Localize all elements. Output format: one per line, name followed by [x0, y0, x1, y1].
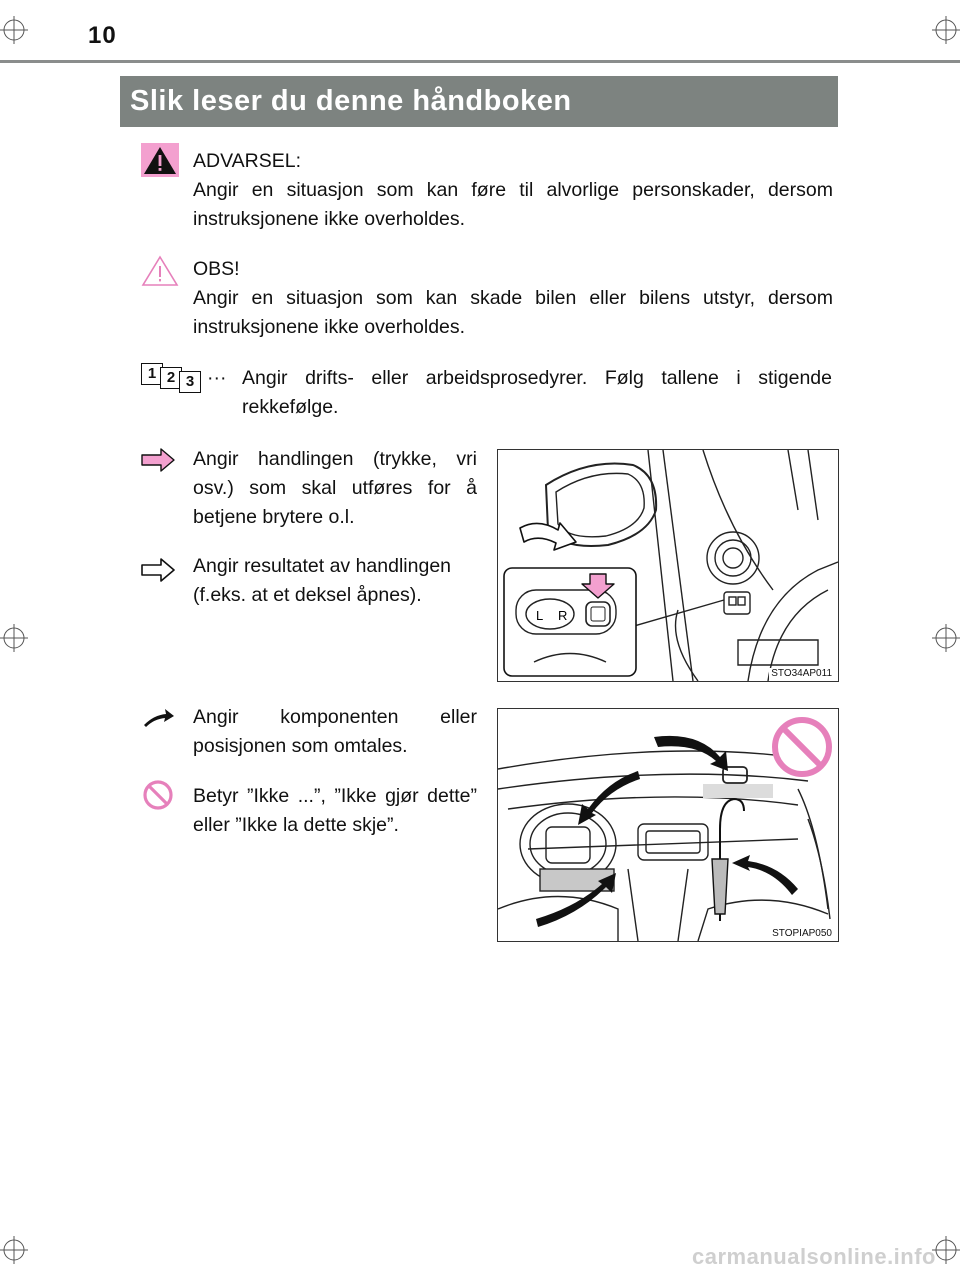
- steps-text: Angir drifts- eller arbeidsprosedyrer. Følg tallene i stigende rekkefølge.: [242, 367, 832, 418]
- figure-mirror-switch: [497, 449, 839, 682]
- step-number-2: 2: [160, 367, 182, 389]
- warning-label: ADVARSEL:: [193, 150, 302, 172]
- steps-ellipsis: ···: [207, 367, 227, 389]
- page-number: 10: [88, 22, 117, 49]
- switch-label-r: R: [558, 608, 568, 623]
- mirror-switch-illustration: [498, 450, 838, 681]
- component-text: Angir komponenten eller posisjonen som omtales.: [193, 706, 477, 757]
- notice-icon: [141, 254, 179, 293]
- step-numbers-icon: [141, 363, 211, 391]
- figure-interior: [497, 708, 839, 942]
- crop-mark-top-left: [0, 16, 30, 46]
- action-arrow-icon: [141, 447, 175, 478]
- watermark: carmanualsonline.info: [692, 1244, 936, 1269]
- figure-code: STOPIAP050: [772, 928, 832, 939]
- result-text: Angir resultatet av handlingen (f.eks. at et deksel åpnes).: [193, 555, 452, 606]
- section-title-banner: Slik leser du denne håndboken: [120, 76, 838, 127]
- crop-mark-top-right: [930, 16, 960, 46]
- switch-label-l: L: [536, 608, 544, 623]
- step-number-1: 1: [141, 363, 163, 385]
- result-arrow-icon: [141, 557, 175, 588]
- notice-label: OBS!: [193, 258, 240, 280]
- header-rule: [0, 60, 960, 63]
- interior-illustration: [498, 709, 838, 941]
- crop-mark-mid-right: [930, 624, 960, 654]
- prohibited-icon: [142, 779, 174, 816]
- crop-mark-bottom-left: [0, 1236, 30, 1266]
- warning-text: Angir en situasjon som kan føre til alvorlige personskader, dersom instruksjonene ikke overholdes.: [193, 179, 833, 230]
- crop-mark-mid-left: [0, 624, 30, 654]
- notice-text: Angir en situasjon som kan skade bilen eller bilens utstyr, dersom instruksjonene ikke overholdes.: [193, 287, 833, 338]
- warning-icon: [141, 143, 179, 182]
- prohibited-text: Betyr ”Ikke ...”, ”Ikke gjør dette” eller ”Ikke la dette skje”.: [193, 785, 477, 836]
- action-text: Angir handlingen (trykke, vri osv.) som skal utføres for å betjene brytere o.l.: [193, 448, 477, 528]
- component-pointer-icon: [142, 707, 176, 734]
- figure-code: STO34AP011: [771, 668, 832, 679]
- step-number-3: 3: [179, 371, 201, 393]
